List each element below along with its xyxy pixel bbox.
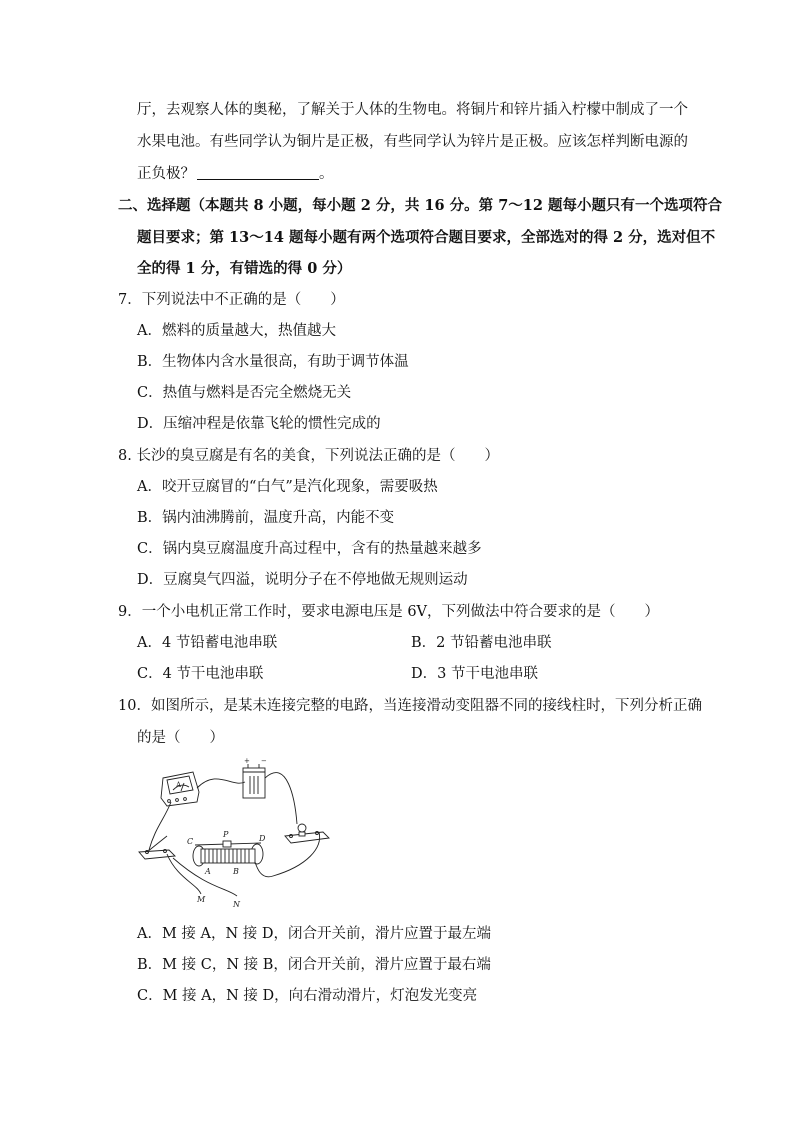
switch — [139, 836, 175, 859]
q8-option-b[interactable]: B．锅内油沸腾前，温度升高，内能不变 — [137, 510, 395, 526]
section2-heading-line-2: 题目要求；第 13～14 题每小题有两个选项符合题目要求，全部选对的得 2 分，选对但不 — [137, 229, 716, 246]
label-c: C — [187, 837, 194, 846]
ammeter-label: A — [176, 781, 182, 789]
intro-line-2: 水果电池。有些同学认为铜片是正极，有些同学认为锌片是正极。应该怎样判断电源的 — [137, 134, 688, 150]
answer-blank[interactable] — [197, 164, 319, 180]
intro-line-3-prefix: 正负极？ — [137, 166, 195, 182]
q7-option-b[interactable]: B．生物体内含水量很高，有助于调节体温 — [137, 354, 409, 370]
q7-stem: 7．下列说法中不正确的是（ ） — [118, 292, 345, 308]
q8-option-c[interactable]: C．锅内臭豆腐温度升高过程中，含有的热量越来越多 — [137, 541, 482, 557]
q10-option-a[interactable]: A．M 接 A，N 接 D，闭合开关前，滑片应置于最左端 — [137, 926, 492, 942]
light-bulb — [285, 824, 329, 843]
ammeter — [161, 772, 199, 806]
q10-stem-line-1: 10．如图所示，是某未连接完整的电路，当连接滑动变阻器不同的接线柱时，下列分析正确 — [118, 698, 702, 714]
q10-stem-line-2: 的是（ ） — [137, 730, 224, 746]
q9-stem: 9．一个小电机正常工作时，要求电源电压是 6V，下列做法中符合要求的是（ ） — [118, 604, 660, 620]
intro-line-1: 厅，去观察人体的奥秘，了解关于人体的生物电。将铜片和锌片插入柠檬中制成了一个 — [137, 102, 688, 118]
q10-option-b[interactable]: B．M 接 C，N 接 B，闭合开关前，滑片应置于最右端 — [137, 957, 491, 973]
q9-option-c[interactable]: C．4 节干电池串联 — [137, 666, 264, 682]
q8-option-d[interactable]: D．豆腐臭气四溢，说明分子在不停地做无规则运动 — [137, 572, 468, 588]
label-a: A — [205, 867, 211, 876]
label-n: N — [233, 900, 240, 908]
battery — [243, 758, 267, 798]
q9-option-b[interactable]: B．2 节铅蓄电池串联 — [411, 635, 552, 651]
q9-option-d[interactable]: D．3 节干电池串联 — [411, 666, 538, 682]
q7-option-a[interactable]: A．燃料的质量越大，热值越大 — [137, 323, 336, 339]
label-d: D — [259, 834, 266, 843]
q8-stem: 8. 长沙的臭豆腐是有名的美食，下列说法正确的是（ ） — [118, 448, 499, 464]
rheostat — [187, 830, 266, 876]
intro-line-3-suffix: 。 — [319, 166, 334, 182]
intro-line-3 — [137, 164, 334, 184]
q9-option-a[interactable]: A．4 节铅蓄电池串联 — [137, 635, 278, 651]
section2-heading-line-1: 二、选择题（本题共 8 小题，每小题 2 分，共 16 分。第 7～12 题每小题只有一个选项符合 — [118, 197, 723, 214]
label-p: P — [223, 830, 229, 839]
q7-option-d[interactable]: D．压缩冲程是依靠飞轮的惯性完成的 — [137, 416, 381, 432]
q10-option-c[interactable]: C．M 接 A，N 接 D，向右滑动滑片，灯泡发光变亮 — [137, 988, 478, 1004]
q8-option-a[interactable]: A．咬开豆腐冒的“白气”是汽化现象，需要吸热 — [137, 479, 438, 495]
battery-minus-label: − — [261, 758, 267, 765]
section2-heading-line-3: 全的得 1 分，有错选的得 0 分） — [137, 260, 352, 277]
circuit-figure — [137, 758, 337, 908]
label-m: M — [197, 895, 206, 904]
q7-option-c[interactable]: C．热值与燃料是否完全燃烧无关 — [137, 385, 352, 401]
battery-plus-label: + — [244, 758, 250, 765]
label-b: B — [233, 867, 239, 876]
